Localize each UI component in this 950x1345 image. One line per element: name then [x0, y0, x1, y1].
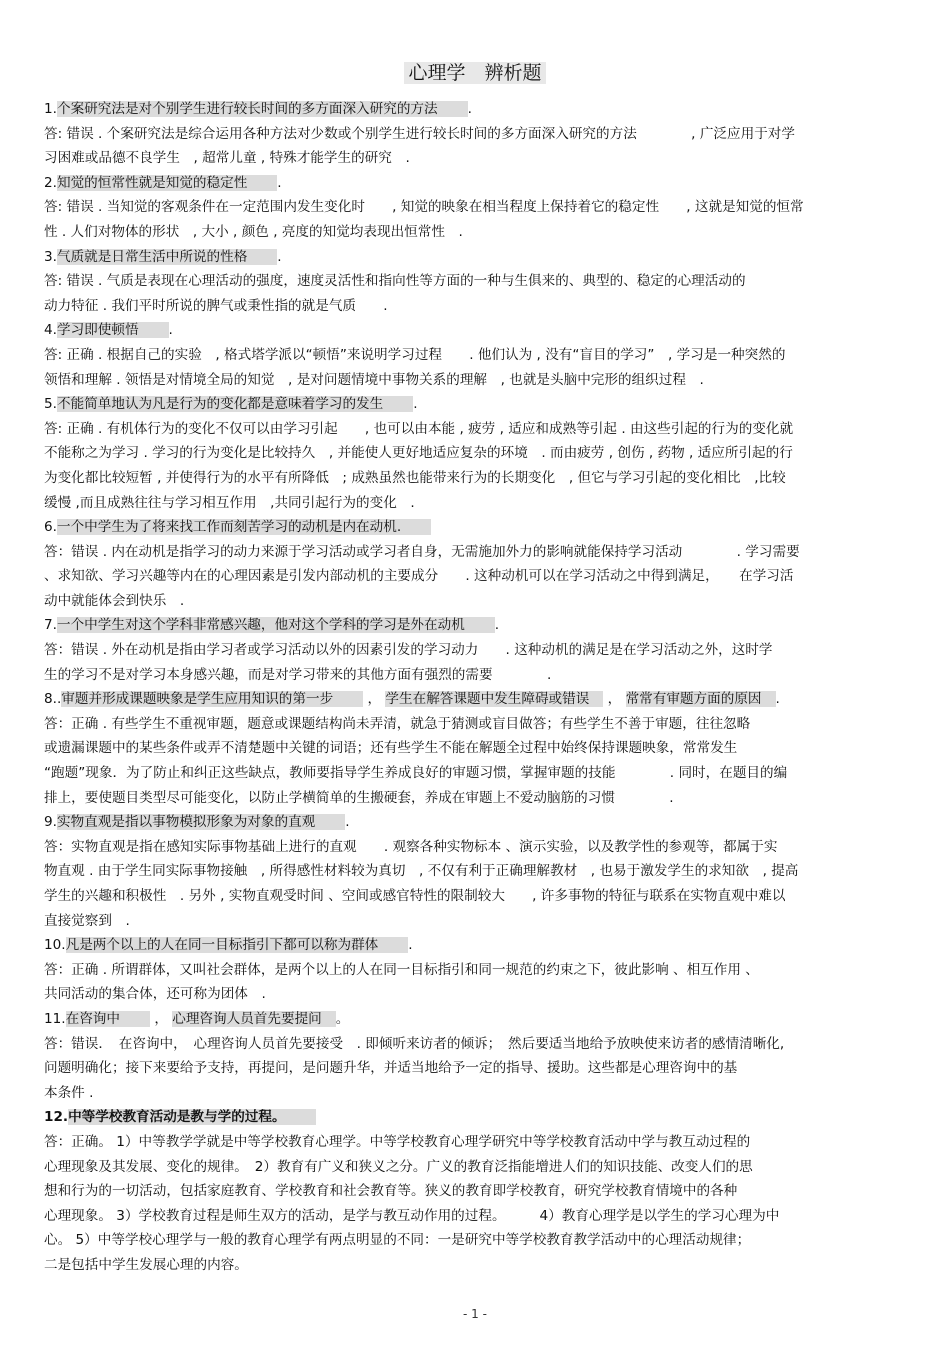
question-number: 4.	[44, 322, 57, 339]
answer-line: 答: 错误 . 气质是表现在心理活动的强度，速度灵活性和指向性等方面的一种与生俱来的、典型的、稳定的心理活动的	[44, 273, 746, 290]
question-text: 中等学校教育活动是教与学的过程。	[68, 1109, 316, 1125]
answer-line: 答：正确 . 所谓群体，又叫社会群体，是两个以上的人在同一目标指引和同一规范的约束之下，彼此影响 、相互作用 、	[44, 961, 759, 978]
question-number: 1.	[44, 101, 57, 117]
question-end-part3: .	[775, 691, 780, 708]
answer-12	[44, 1130, 910, 1278]
question-number: 10.	[44, 937, 66, 954]
answer-line: 动中就能体会到快乐 .	[44, 592, 185, 609]
page-number: - 1 -	[463, 1307, 487, 1321]
question-6	[44, 515, 910, 540]
question-end: .	[467, 101, 472, 117]
page-title-text: 心理学 辨析题	[404, 62, 545, 84]
answer-2	[44, 195, 910, 244]
question-1	[44, 97, 910, 122]
separator: ，	[603, 691, 626, 708]
question-number: 5.	[44, 396, 57, 413]
question-text: 不能简单地认为凡是行为的变化都是意味着学习的发生	[57, 396, 413, 412]
answer-line: 缓慢 ,而且成熟往往与学习相互作用 ,共同引起行为的变化 .	[44, 494, 415, 511]
question-7	[44, 613, 910, 638]
answer-line: 习困难或品德不良学生 , 超常儿童 , 特殊才能学生的研究 .	[44, 150, 410, 167]
answer-line: 答: 正确 . 有机体行为的变化不仅可以由学习引起 , 也可以由本能 , 疲劳 , 适应和成熟等引起 . 由这些引起的行为的变化就	[44, 420, 794, 437]
question-12	[44, 1105, 910, 1130]
question-end: .	[168, 322, 173, 339]
answer-8	[44, 712, 910, 810]
question-end: .	[345, 814, 350, 831]
answer-line: “跑题”现象．为了防止和纠正这些缺点，教师要指导学生养成良好的审题习惯，掌握审题的技能 . 同时，在题目的编	[44, 765, 788, 782]
answer-line: 答：错误 . 内在动机是指学习的动力来源于学习活动或学习者自身，无需施加外力的影响就能保持学习活动 . 学习需要	[44, 543, 800, 560]
answer-line: 排上，要使题目类型尽可能变化，以防止学横简单的生搬硬套，养成在审题上不爱动脑筋的习惯 .	[44, 789, 674, 806]
question-3	[44, 245, 910, 270]
answer-line: 答：错误． 在咨询中， 心理咨询人员首先要接受 . 即倾听来访者的倾诉； 然后要适当地给予放映使来访者的感情清晰化,	[44, 1035, 785, 1052]
answer-line: 本条件 .	[44, 1084, 94, 1101]
question-4	[44, 318, 910, 343]
answer-line: 直接觉察到 .	[44, 912, 130, 929]
question-number: 9.	[44, 814, 57, 831]
question-number: 6.	[44, 519, 57, 536]
question-text-part2: 学生在解答课题中发生障碍或错误	[385, 691, 603, 707]
answer-3	[44, 269, 910, 318]
question-text-part3: 常常有审题方面的原因	[626, 691, 776, 707]
page-title	[0, 60, 950, 86]
answer-line: 物直观 . 由于学生同实际事物接触 , 所得感性材料较为真切 , 不仅有利于正确理解教材 , 也易于激发学生的求知欲 , 提高	[44, 863, 799, 880]
question-number: 8..	[44, 691, 62, 708]
answer-6	[44, 540, 910, 614]
question-number: 12.	[44, 1109, 69, 1126]
answer-line: 答：正确 . 有些学生不重视审题，题意或课题结构尚未弄清，就急于猜测或盲目做答；有些学生不善于审题，往往忽略	[44, 715, 751, 732]
answer-line: 性 . 人们对物体的形状 , 大小 , 颜色 , 亮度的知觉均表现出恒常性 .	[44, 223, 463, 240]
question-text: 知觉的恒常性就是知觉的稳定性	[57, 175, 277, 191]
separator: ，	[363, 691, 386, 708]
answer-line: 答：错误 . 外在动机是指由学习者或学习活动以外的因素引发的学习动力 . 这种动机的满足是在学习活动之外，这时学	[44, 642, 773, 659]
answer-line: 答：实物直观是指在感知实际事物基础上进行的直观 . 观察各种实物标本 、演示实验，以及教学性的参观等，都属于实	[44, 838, 778, 855]
answer-7	[44, 638, 910, 687]
question-number: 7.	[44, 617, 57, 634]
question-end-part2: 。	[335, 1010, 350, 1027]
question-number: 11.	[44, 1010, 66, 1027]
answer-line: 心理现象及其发展、变化的规律。 2）教育有广义和狭义之分。广义的教育泛指能增进人们的知识技能、改变人们的思	[44, 1158, 753, 1175]
question-text: 审题并形成课题映象是学生应用知识的第一步	[61, 691, 363, 707]
answer-line: 答：正确。 1）中等教学学就是中等学校教育心理学。中等学校教育心理学研究中等学校教育活动中学与教互动过程的	[44, 1133, 751, 1150]
answer-line: 为变化都比较短暂 , 并使得行为的水平有所降低 ; 成熟虽然也能带来行为的长期变化 , 但它与学习引起的变化相比 ,比较	[44, 469, 786, 486]
question-number: 3.	[44, 248, 57, 265]
question-text: 个案研究法是对个别学生进行较长时间的多方面深入研究的方法	[57, 101, 468, 117]
answer-line: 心理现象。 3）学校教育过程是师生双方的活动，是学与教互动作用的过程。 4）教育心理学是以学生的学习心理为中	[44, 1207, 780, 1224]
question-5	[44, 392, 910, 417]
question-text: 实物直观是指以事物模拟形象为对象的直观	[57, 814, 345, 830]
answer-line: 动力特征 . 我们平时所说的脾气或秉性指的就是气质 .	[44, 297, 388, 314]
answer-line: 共同活动的集合体，还可称为团体 .	[44, 986, 266, 1003]
answer-line: 二是包括中学生发展心理的内容。	[44, 1256, 248, 1273]
answer-line: 领悟和理解 . 领悟是对情境全局的知觉 , 是对问题情境中事物关系的理解 , 也就是头脑中完形的组织过程 .	[44, 371, 704, 388]
question-end: .	[277, 248, 282, 265]
separator: ，	[150, 1010, 173, 1027]
answer-10	[44, 958, 910, 1007]
question-list	[44, 97, 910, 1278]
question-text: 在咨询中	[66, 1011, 150, 1027]
answer-line: 学生的兴趣和积极性 . 另外 , 实物直观受时间 、空间或感官特性的限制较大 , 许多事物的特征与联系在实物直观中难以	[44, 888, 786, 904]
answer-line: 心。 5）中等学校心理学与一般的教育心理学有两点明显的不同：一是研究中等学校教育教学活动中的心理活动规律；	[44, 1232, 751, 1249]
answer-9	[44, 835, 910, 933]
answer-line: 想和行为的一切活动，包括家庭教育、学校教育和社会教育等。狭义的教育即学校教育，研究学校教育情境中的各种	[44, 1183, 738, 1200]
answer-line: 答: 错误 . 个案研究法是综合运用各种方法对少数或个别学生进行较长时间的多方面深入研究的方法 , 广泛应用于对学	[44, 125, 795, 142]
question-end: .	[494, 617, 500, 634]
question-text-part2: 心理咨询人员首先要提问	[172, 1011, 336, 1027]
question-end: .	[413, 396, 418, 413]
question-text: 气质就是日常生活中所说的性格	[57, 249, 277, 265]
question-9	[44, 810, 910, 835]
question-text: 一个中学生对这个学科非常感兴趣，他对这个学科的学习是外在动机	[57, 617, 495, 633]
answer-line: 不能称之为学习 . 学习的行为变化是比较持久 , 并能使人更好地适应复杂的环境 . 而由疲劳 , 创伤 , 药物 , 适应所引起的行	[44, 445, 793, 462]
question-text: 凡是两个以上的人在同一目标指引下都可以称为群体	[66, 937, 409, 953]
answer-line: 答: 正确 . 根据自己的实验 , 格式塔学派以“顿悟”来说明学习过程 . 他们认为 , 没有“盲目的学习” , 学习是一种突然的	[44, 346, 786, 363]
question-end: .	[277, 174, 282, 191]
question-text: 学习即使顿悟	[57, 322, 169, 338]
answer-line: 问题明确化；接下来要给予支持，再提问，是问题升华，并适当地给予一定的指导、援助。这些都是心理咨询中的基	[44, 1060, 738, 1077]
question-end: .	[408, 937, 413, 954]
question-text: 一个中学生为了将来找工作而刻苦学习的动机是内在动机.	[57, 519, 431, 535]
answer-line: 生的学习不是对学习本身感兴趣，而是对学习带来的其他方面有强烈的需要 .	[44, 666, 552, 683]
question-10	[44, 933, 910, 958]
answer-line: 或遗漏课题中的某些条件或弄不清楚题中关键的词语；还有些学生不能在解题全过程中始终保持课题映象，常常发生	[44, 740, 738, 757]
answer-4	[44, 343, 910, 392]
question-8	[44, 687, 910, 712]
question-11	[44, 1007, 910, 1032]
question-2	[44, 171, 910, 196]
question-number: 2.	[44, 174, 57, 191]
answer-line: 答: 错误 . 当知觉的客观条件在一定范围内发生变化时 , 知觉的映象在相当程度上保持着它的稳定性 , 这就是知觉的恒常	[44, 199, 804, 216]
answer-11	[44, 1032, 910, 1106]
answer-5	[44, 417, 910, 515]
answer-1	[44, 122, 910, 171]
answer-line: 、求知欲、学习兴趣等内在的心理因素是引发内部动机的主要成分 . 这种动机可以在学习活动之中得到满足， 在学习活	[44, 568, 794, 585]
